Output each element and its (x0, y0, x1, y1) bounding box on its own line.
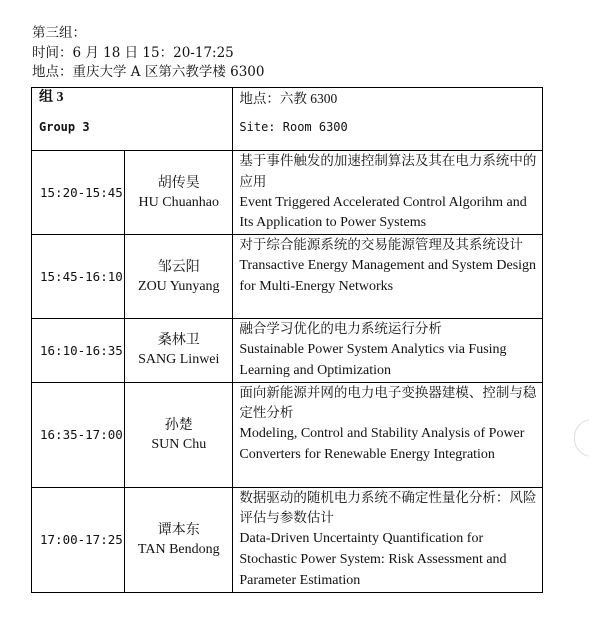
group-label-cn: 组 3 (39, 90, 64, 105)
speaker-name-en: HU Chuanhao (138, 194, 220, 210)
table-row (32, 319, 543, 382)
talk-title-cn: 融合学习优化的电力系统运行分析 (239, 321, 442, 338)
speaker-cell (125, 487, 233, 592)
site-label-en: Site: Room 6300 (239, 120, 348, 134)
speaker-name-cn: 邹云阳 (157, 258, 200, 275)
schedule-table (31, 87, 543, 593)
speaker-name-cn: 胡传昊 (157, 174, 200, 191)
speaker-name-en: SANG Linwei (138, 352, 220, 368)
talk-title-cn: 基于事件触发的加速控制算法及其在电力系统中的应用 (239, 153, 537, 190)
talk-title-en: Transactive Energy Management and System Design for Multi-Energy Networks (239, 257, 537, 294)
group-label-en: Group 3 (39, 120, 90, 134)
talk-title-en: Modeling, Control and Stability Analysis of Power Converters for Renewable Energy Integration (239, 426, 525, 462)
session-heading: 第三组： (32, 25, 86, 41)
talk-title-cell (233, 382, 543, 487)
talk-title-cn: 面向新能源并网的电力电子变换器建模、控制与稳定性分析 (239, 384, 537, 422)
talk-title-en: Event Triggered Accelerated Control Algorihm and Its Application to Power Systems (239, 194, 527, 231)
talk-title-cell (233, 235, 543, 319)
time-slot: 15:20-15:45 (32, 151, 125, 235)
talk-title-cell (233, 487, 543, 592)
speaker-cell (125, 235, 233, 319)
time-slot: 17:00-17:25 (32, 487, 125, 592)
talk-title-en: Sustainable Power System Analytics via Fusing Learning and Optimization (239, 341, 507, 378)
talk-title-cn: 数据驱动的随机电力系统不确定性量化分析：风险评估与参数估计 (239, 489, 537, 527)
time-slot: 16:10-16:35 (32, 319, 125, 382)
speaker-name-cn: 孙楚 (164, 416, 193, 433)
speaker-name-en: ZOU Yunyang (138, 278, 220, 294)
session-location: 地点：重庆大学 A 区第六教学楼 6300 (32, 64, 265, 80)
table-row (32, 487, 543, 592)
time-slot: 16:35-17:00 (32, 382, 125, 487)
session-time: 时间：6 月 18 日 15：20-17:25 (32, 44, 234, 61)
site-cell (233, 88, 543, 151)
side-scroll-handle[interactable] (574, 419, 589, 457)
group-cell (32, 88, 233, 151)
table-header-row (32, 88, 543, 151)
table-row (32, 151, 543, 235)
speaker-name-cn: 谭本东 (157, 521, 200, 538)
speaker-cell (125, 319, 233, 382)
table-row (32, 382, 543, 487)
talk-title-cell (233, 151, 543, 235)
talk-title-en: Data-Driven Uncertainty Quantification for Stochastic Power System: Risk Assessment and Parameter Estimation (239, 531, 507, 588)
speaker-name-en: TAN Bendong (137, 541, 220, 557)
speaker-cell (125, 382, 233, 487)
table-row (32, 235, 543, 319)
speaker-name-cn: 桑林卫 (157, 332, 200, 349)
time-slot: 15:45-16:10 (32, 235, 125, 319)
speaker-name-en: SUN Chu (151, 436, 207, 452)
talk-title-cn: 对于综合能源系统的交易能源管理及其系统设计 (239, 237, 523, 254)
site-label-cn: 地点：六教 6300 (239, 91, 338, 106)
talk-title-cell (233, 319, 543, 382)
speaker-cell (125, 151, 233, 235)
session-intro (32, 24, 264, 83)
